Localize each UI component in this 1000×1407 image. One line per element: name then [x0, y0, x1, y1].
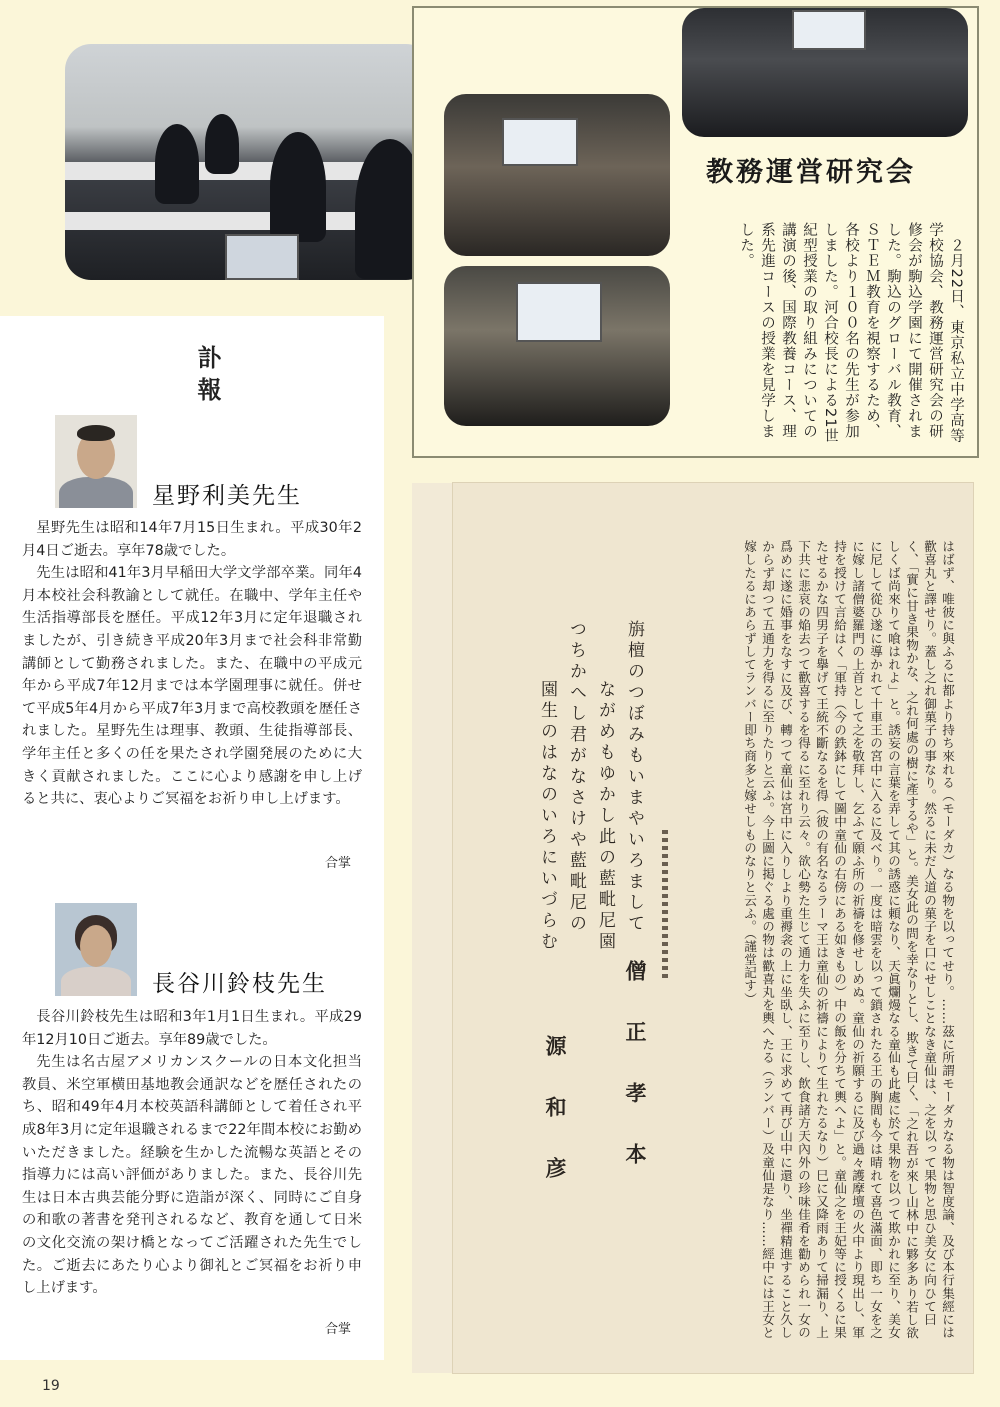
presentation-photo-middle	[444, 94, 670, 256]
portrait-hair	[77, 425, 115, 441]
person-name-hasegawa: 長谷川鈴枝先生	[152, 971, 327, 997]
portrait-hoshino	[55, 415, 137, 508]
obituary-paragraph: 長谷川鈴枝先生は昭和3年1月1日生まれ。平成29年12月10日ご逝去。享年89歳でした。	[22, 1009, 362, 1048]
historical-prose-text: はばず、唯彼に與ふるに都より持ち來れる（モーダカ）なる物を以ってせり。……茲に所謂モーダカなる物は智度論、及び本行集經には歡喜丸と譯せり。蓋し之れ御菓子の事なり。然るに未だ人道の菓子を口にせしことなき童仙は、之を以って果物と思ひ美女に向ひて曰く、「實に甘き果物かな、之れ何處の樹に產するや」と。美女此の問を幸なりとし、欺きて曰く、「之れ吾が來し山林中に夥多あり若し欲しくば尚來りて喰はれよ」と。誘妄の言葉を弄して其の誘惑に頼なり、天眞爛熳なる童仙も此處に於て果物を以つて欺かれに至り、美女に尼して從ひ遂に導かれて十車王の宮中に入るに及べり。一度は暗雲を以って鎖されたる王の胸間も今は晴れて喜色滿面、即ち一女を之に嫁し諸僧婆羅門の上首として之を敬拜し、乞ふて願ふ所の祈禱を修せしめぬ。童仙の祈願するに及び過々護摩壇の火中より現出し、軍持を授けて言給はく「軍持（今の鉄鉢にして圖中童仙の右傍にある如きもの）中の飯を分ちて輿へよ」と。童仙之を王妃等に授くるに果たせるかな四男子を擧げて王統不斷なるを得（彼の有名なるラーマ王は童仙の祈禱によりて生れたるなり）巳に又降雨ありて掃漏り、上下共に悲哀の焔去つて歡喜するを得るに至れり云々。欲心勢た生じて通力を失ふに至りし、飲食諸方天內外の珍味佳肴を勸められ一女の爲めに遂に婚事をなすに及び、轉つて童仙は宮中に入りしより重褥衾の上に坐臥し、王に求めて再び山中に還り、坐禪精進すること久しからず却つて五通力を得るに至りたりと云ふ。今上圖に掲ぐる處の物は歡喜丸を輿へたる（ランバー）及童仙是なり……經中には王女と嫁したるにあらずしてランバー即ち商多と嫁せしものなりと云ふ。（謹堂記す）	[742, 540, 955, 1340]
closing-gassho: 合掌	[325, 1322, 352, 1337]
person-name-hoshino: 星野利美先生	[152, 483, 302, 509]
committee-body-text: ２月22日、東京私立中学高等学校協会、教務運営研究会の研修会が駒込学園にて開催されました。駒込のグローバル教育、ＳＴＥＭ教育を視察するため、各校より１００名の先生が参加しました。河合校長による21世紀型授業の取り組みについての講演の後、国際教養コース、理系先進コースの授業を見学しました。	[738, 222, 964, 444]
projection-screen	[516, 282, 602, 342]
projection-screen	[502, 118, 578, 166]
classroom-lab-photo	[65, 44, 432, 280]
obituary-paragraph: 先生は名古屋アメリカンスクールの日本文化担当教員、米空軍横田基地教会通訳などを歴任されたのち、昭和49年4月本校英語科講師として着任され平成8年3月に定年退職されるまで22年間本校にお勤めいただきました。経験を生かした流暢な英語とその指導力には高い評価がありました。また、長谷川先生は日本古典芸能分野に造詣が深く、同時にご自身の和歌の著書を発刊されるなど、教育を通して日米の文化交流の架け橋となってご活躍された先生でした。ご逝去にあたり心より御礼とご冥福をお祈り申し上げます。	[22, 1054, 362, 1297]
portrait-suit	[59, 477, 133, 508]
portrait-face	[80, 925, 112, 967]
portrait-hasegawa	[55, 903, 137, 996]
student-figure	[270, 132, 326, 242]
obituary-title: 訃報	[193, 345, 222, 409]
ornamental-divider	[662, 830, 668, 980]
obituary-text-hoshino	[22, 517, 362, 811]
poem-line: 園生のはなのいろにいづらむ	[537, 680, 557, 953]
projection-screen	[792, 10, 866, 50]
poem-line: 旃檀のつぼみもいまやいろまして	[624, 620, 644, 935]
lecture-hall-photo-top	[682, 8, 968, 137]
student-figure	[205, 114, 239, 174]
laptop	[225, 234, 299, 280]
obituary-paragraph: 星野先生は昭和14年7月15日生まれ。平成30年2月4日ご逝去。享年78歳でした。	[22, 520, 362, 559]
poem-line: つちかへし君がなさけや藍毗尼の	[566, 620, 586, 935]
student-figure	[155, 124, 199, 204]
committee-title: 教務運営研究会	[706, 157, 916, 188]
poem-author-kohon: 僧正孝本	[623, 960, 648, 1204]
page-number: 19	[42, 1378, 60, 1394]
auditorium-photo-bottom	[444, 266, 670, 426]
portrait-clothing	[61, 967, 131, 996]
closing-gassho: 合掌	[325, 856, 352, 871]
obituary-text-hasegawa	[22, 1006, 362, 1300]
poem-author-minamoto: 源和彦	[543, 1035, 568, 1218]
poem-line: ながめもゆかし此の藍毗尼園	[595, 680, 615, 953]
obituary-paragraph: 先生は昭和41年3月早稲田大学文学部卒業。同年4月本校社会科教諭として就任。在職中、学年主任や生活指導部長を歴任。平成12年3月に定年退職されましたが、引き続き平成20年3月まで社会科非常勤講師として勤務されました。また、在職中の平成元年から平成7年12月までは本学園理事に就任。併せて平成5年4月から平成7年3月まで高校教頭を歴任されました。星野先生は理事、教頭、生徒指導部長、学年主任と多くの任を果たされ学園発展のために大きく貢献されました。ここに心より感謝を申し上げると共に、衷心よりご冥福をお祈り申し上げます。	[22, 565, 362, 808]
